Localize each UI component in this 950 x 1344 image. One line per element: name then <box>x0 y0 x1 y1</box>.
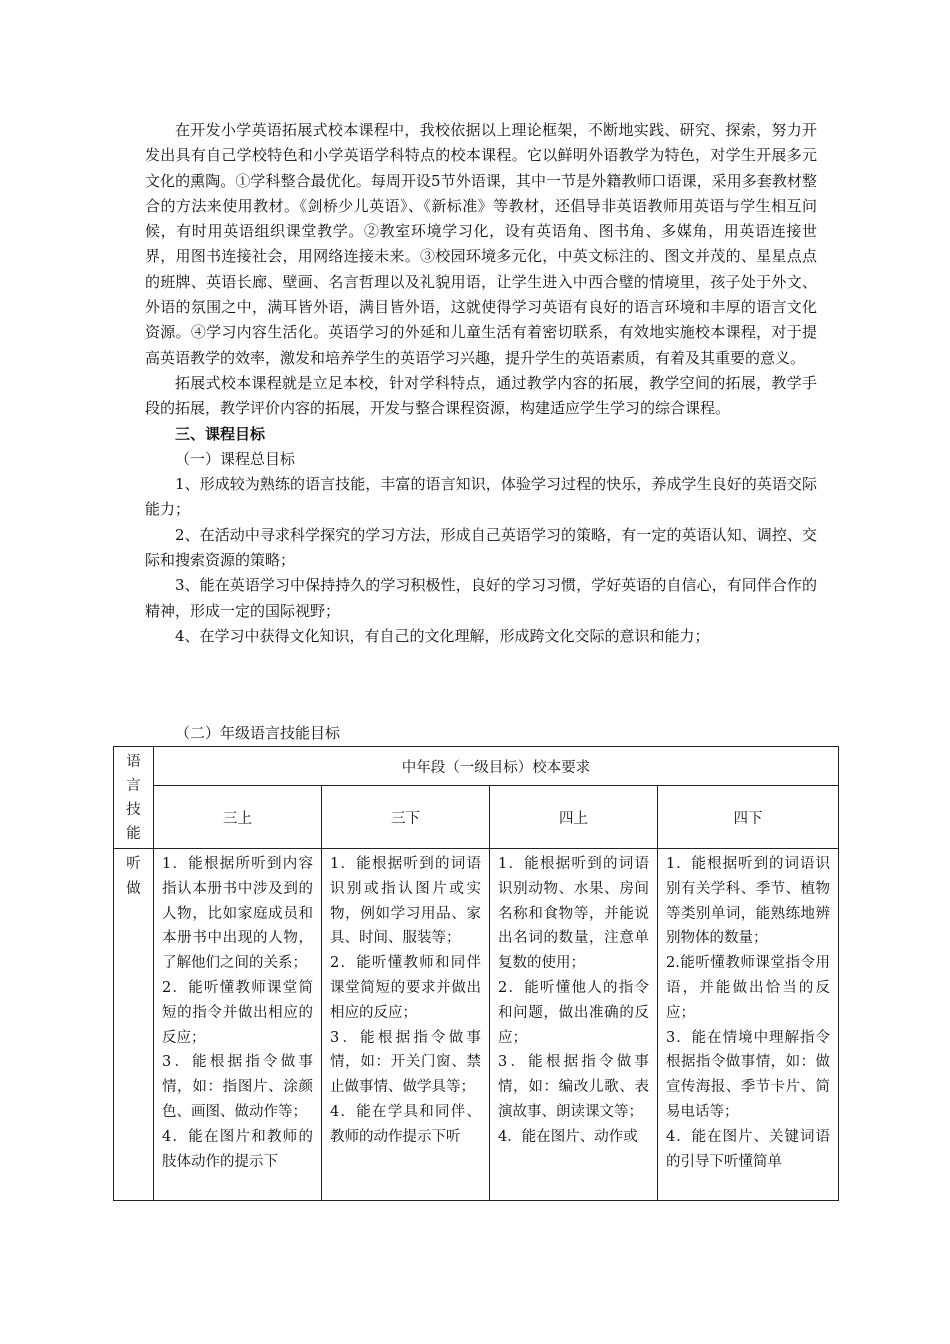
semester-header: 三下 <box>322 786 490 849</box>
cell-item: 3．能根据指令做事情，如：指图片、涂颜色、画图、做动作等； <box>162 1054 313 1120</box>
skills-table <box>113 746 839 1201</box>
table-main-header: 中年段（一级目标）校本要求 <box>154 747 839 786</box>
semester-header: 三上 <box>154 786 322 849</box>
corner-char: 言 <box>126 777 141 794</box>
semester-header: 四下 <box>658 786 839 849</box>
table-cell-si-shang <box>490 849 658 1201</box>
intro-paragraph-1: 在开发小学英语拓展式校本课程中，我校依据以上理论框架，不断地实践、研究、探索，努力开发出具有自己学校特色和小学英语学科特点的校本课程。它以鲜明外语教学为特色，对学生开展多元文化的熏陶。①学科整合最优化。每周开设5节外语课，其中一节是外籍教师口语课，采用多套教材整合的方法来使用教材。《剑桥少儿英语》、《新标准》等教材，还倡导非英语教师用英语与学生相互问候，有时用英语组织课堂教学。②教室环境学习化，设有英语角、图书角、多媒角，用英语连接世界，用图书连接社会，用网络连接未来。③校园环境多元化，中英文标注的、图文并茂的、星星点点的班牌、英语长廊、壁画、名言哲理以及礼貌用语，让学生进入中西合璧的情境里，孩子处于外文、外语的氛围之中，满耳皆外语，满目皆外语，这就使得学习英语有良好的语言环境和丰厚的语言文化资源。④学习内容生活化。英语学习的外延和儿童生活有着密切联系，有效地实施校本课程，对于提高英语教学的效率，激发和培养学生的英语学习兴趣，提升学生的英语素质，有着及其重要的意义。 <box>145 121 817 367</box>
cell-item: 1．能根据听到的词语识别或指认图片或实物，例如学习用品、家具、时间、服装等； <box>330 856 481 947</box>
cell-item: 1．能根据听到的词语识别动物、水果、房间名称和食物等，并能说出名词的数量，注意单复数的使用； <box>498 856 649 972</box>
table-cell-san-xia <box>322 849 490 1201</box>
subsection-title-1: （一）课程总目标 <box>175 449 296 468</box>
goal-item-4: 4、在学习中获得文化知识，有自己的文化理解，形成跨文化交际的意识和能力； <box>175 626 710 645</box>
corner-char: 语 <box>126 753 141 770</box>
goal-item-2: 2、在活动中寻求科学探究的学习方法，形成自己英语学习的策略，有一定的英语认知、调控、交际和搜索资源的策略； <box>145 525 817 570</box>
cell-item: 4．能在学具和同伴、教师的动作提示下听 <box>330 1103 481 1145</box>
document-body <box>145 118 817 649</box>
corner-char: 技 <box>126 801 141 818</box>
semester-header: 四上 <box>490 786 658 849</box>
goal-item-3: 3、能在英语学习中保持持久的学习积极性，良好的学习习惯，学好英语的自信心，有同伴合作的精神，形成一定的国际视野； <box>145 576 817 620</box>
cell-item: 1．能根据听到的词语识别有关学科、季节、植物等类别单词，能熟练地辨别物体的数量； <box>666 856 830 947</box>
cell-item: 4．能在图片、关键词语的引导下听懂简单 <box>666 1128 830 1170</box>
table-cell-si-xia <box>658 849 839 1201</box>
cell-item: 2．能听懂教师和同伴课堂简短的要求并做出相应的反应； <box>330 955 481 1021</box>
intro-paragraph-2: 拓展式校本课程就是立足本校，针对学科特点，通过教学内容的拓展，教学空间的拓展，教学手段的拓展，教学评价内容的拓展，开发与整合课程资源，构建适应学生学习的综合课程。 <box>145 373 817 418</box>
corner-char: 能 <box>126 825 141 842</box>
row-label-char: 做 <box>126 880 141 897</box>
cell-item: 2．能听懂教师课堂简短的指令并做出相应的反应； <box>162 979 313 1046</box>
table-cell-san-shang <box>154 849 322 1201</box>
cell-item: 4．能在图片、动作或 <box>498 1128 638 1145</box>
table-caption: （二）年级语言技能目标 <box>175 724 341 742</box>
cell-item: 4．能在图片和教师的肢体动作的提示下 <box>162 1128 313 1170</box>
cell-item: 2．能听懂他人的指令和问题，做出准确的反应； <box>498 979 649 1046</box>
cell-item: 3．能根据指令做事情，如：编改儿歌、表演故事、朗读课文等； <box>498 1054 649 1120</box>
cell-item: 3．能在情境中理解指令根据指令做事情，如：做宣传海报、季节卡片、简易电话等； <box>666 1029 830 1120</box>
row-label-char: 听 <box>126 856 141 872</box>
cell-item: 2.能听懂教师课堂指令用语，并能做出恰当的反应； <box>666 955 830 1021</box>
cell-item: 3．能根据指令做事情，如：开关门窗、禁止做事情、做学具等； <box>330 1029 481 1096</box>
row-label <box>114 849 154 1201</box>
corner-label <box>114 747 154 849</box>
section-heading: 三、课程目标 <box>175 424 266 443</box>
goal-item-1: 1、形成较为熟练的语言技能，丰富的语言知识，体验学习过程的快乐，养成学生良好的英语交际能力； <box>145 475 817 519</box>
cell-item: 1．能根据所听到内容指认本册书中涉及到的人物，比如家庭成员和本册书中出现的人物，了解他们之间的关系； <box>162 856 313 972</box>
